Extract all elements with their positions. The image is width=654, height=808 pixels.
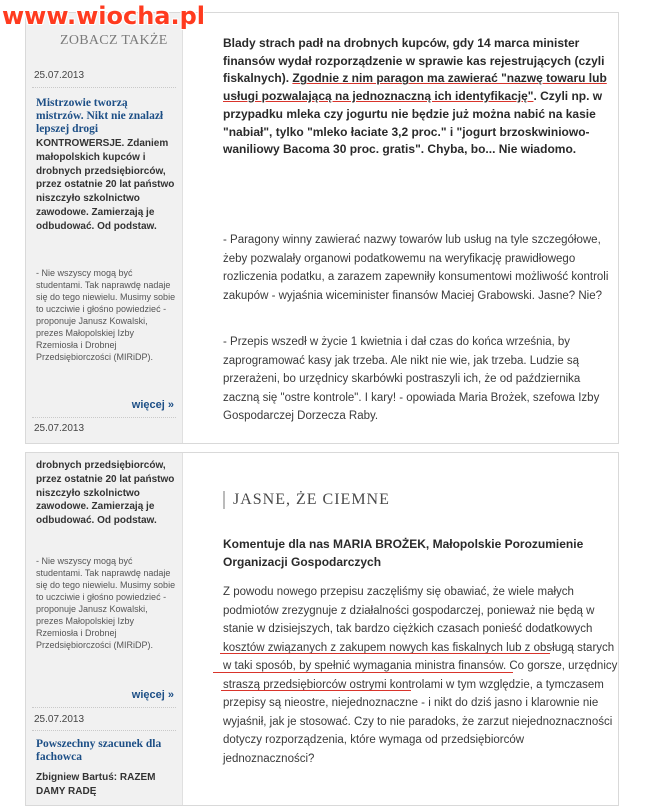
related-article-title-link[interactable]: Mistrzowie tworzą mistrzów. Nikt nie znalazł lepszej drogi — [36, 97, 164, 135]
article-screenshot-bottom — [25, 452, 619, 806]
sidebar-related — [26, 13, 183, 443]
red-underline-annotation — [213, 672, 513, 673]
lead-part: . Czyli np. w przypadku mleka czy jogurtu nie będzie już można nabić na kasie "nabiał", tylko "mleko łaciate 3,2 proc." i "jogurt brzoskwiniowo-waniliowy Bacoma 30 proc. gratis". Chyba, bo... Nie wiadomo. — [223, 89, 603, 157]
comment-paragraph: Z powodu nowego przepisu zaczęliśmy się obawiać, że wiele małych podmiotów zrezygnuje z działalności gospodarczej, ponieważ nie będą w stanie w dzisiejszych, tak bardzo ciężkich czasach ponieść dodatkowych kosztów związanych z zakupem nowych kas fiskalnych lub z obsługą starych w taki sposób, by spełnić wymagania ministra finansów. Co gorsze, urzędnicy straszą przedsiębiorców ostrymi kontrolami w tym względzie, a tymczasem przepisy są nieostre, niejednoznaczne - i nikt do dziś jasno i klarownie nie wyjaśnił, jak je stosować. Czy to nie paradoks, że zarzut niejednoznaczności dotyczy rozporządzenia, które wymaga od przedsiębiorców jednoznaczności? — [223, 586, 618, 765]
related-article-excerpt: - Nie wszyscy mogą być studentami. Tak naprawdę nadaje się do tego niewielu. Musimy sobie to uczciwie i głośno powiedzieć - proponuje Janusz Kowalski, prezes Małopolskiej Izby Rzemiosła i Drobnej Przedsiębiorczości (MIRiDP). — [36, 268, 176, 362]
red-underline-annotation — [220, 653, 550, 654]
sidebar-date: 25.07.2013 — [34, 423, 85, 434]
sidebar-date: 25.07.2013 — [34, 714, 85, 725]
more-link[interactable]: więcej » — [131, 399, 174, 411]
article-screenshot-top — [25, 12, 619, 444]
section-heading: JASNE, ŻE CIEMNE — [223, 491, 619, 509]
divider — [32, 730, 176, 731]
comment-subheading: Komentuje dla nas MARIA BROŻEK, Małopolskie Porozumienie Organizacji Gospodarczych — [223, 537, 584, 569]
article-paragraph: - Przepis wszedł w życie 1 kwietnia i dał czas do końca września, by zaprogramować kasy jak trzeba. Ale nikt nie wie, jak trzeba. Ludzie są przerażeni, bo urzędnicy skarbówki postraszyli ich, że od października zaczną się "ostre kontrole". I kary! - opowiada Maria Brożek, szefowa Izby Gospodarczej Dorzecza Raby. — [223, 336, 600, 422]
related-article-lead: KONTROWERSJE. Zdaniem małopolskich kupców i drobnych przedsiębiorców, przez ostatnie 20 lat państwo niszczyło szkolnictwo zawodowe. Zamierzają je odbudować. Od podstaw. — [36, 138, 175, 232]
red-underline-annotation — [221, 690, 411, 691]
lead-underlined-part: Zgodnie z nim paragon ma zawierać "nazwę towaru lub usługi pozwalającą na jednoznaczną ich identyfikację" — [223, 71, 607, 104]
related-article-lead: Zbigniew Bartuś: RAZEM DAMY RADĘ — [36, 772, 156, 797]
more-link[interactable]: więcej » — [131, 689, 174, 701]
sidebar-related — [26, 453, 183, 805]
divider — [32, 87, 176, 88]
article-paragraph: - Paragony winny zawierać nazwy towarów lub usług na tyle szczegółowe, żeby pozwalały organowi podatkowemu na weryfikację prawidłowego rozliczenia podatku, a zarazem zapewniły konsumentowi możliwość kontroli zakupów - wyjaśnia wiceminister finansów Maciej Grabowski. Jasne? Nie? — [223, 234, 609, 302]
lead-part: Blady strach padł na drobnych kupców, gdy 14 marca minister finansów wydał rozporządzenie w sprawie kas rejestrujących (czyli fiskalnych). — [223, 36, 605, 86]
related-article-title-link[interactable]: Powszechny szacunek dla fachowca — [36, 738, 162, 763]
article-lead — [223, 35, 618, 159]
divider — [32, 707, 176, 708]
related-article-excerpt: - Nie wszyscy mogą być studentami. Tak naprawdę nadaje się do tego niewielu. Musimy sobie to uczciwie i głośno powiedzieć - proponuje Janusz Kowalski, prezes Małopolskiej Izby Rzemiosła i Drobnej Przedsiębiorczości (MIRiDP). — [36, 556, 176, 650]
sidebar-header: ZOBACZ TAKŻE — [60, 33, 168, 48]
article-body — [183, 13, 618, 443]
sidebar-date: 25.07.2013 — [34, 70, 85, 81]
divider — [32, 417, 176, 418]
article-body — [183, 453, 618, 805]
related-article-lead: drobnych przedsiębiorców, przez ostatnie 20 lat państwo niszczyło szkolnictwo zawodowe. Zamierzają je odbudować. Od podstaw. — [36, 460, 175, 527]
watermark-logo: www.wiocha.pl — [2, 2, 206, 30]
